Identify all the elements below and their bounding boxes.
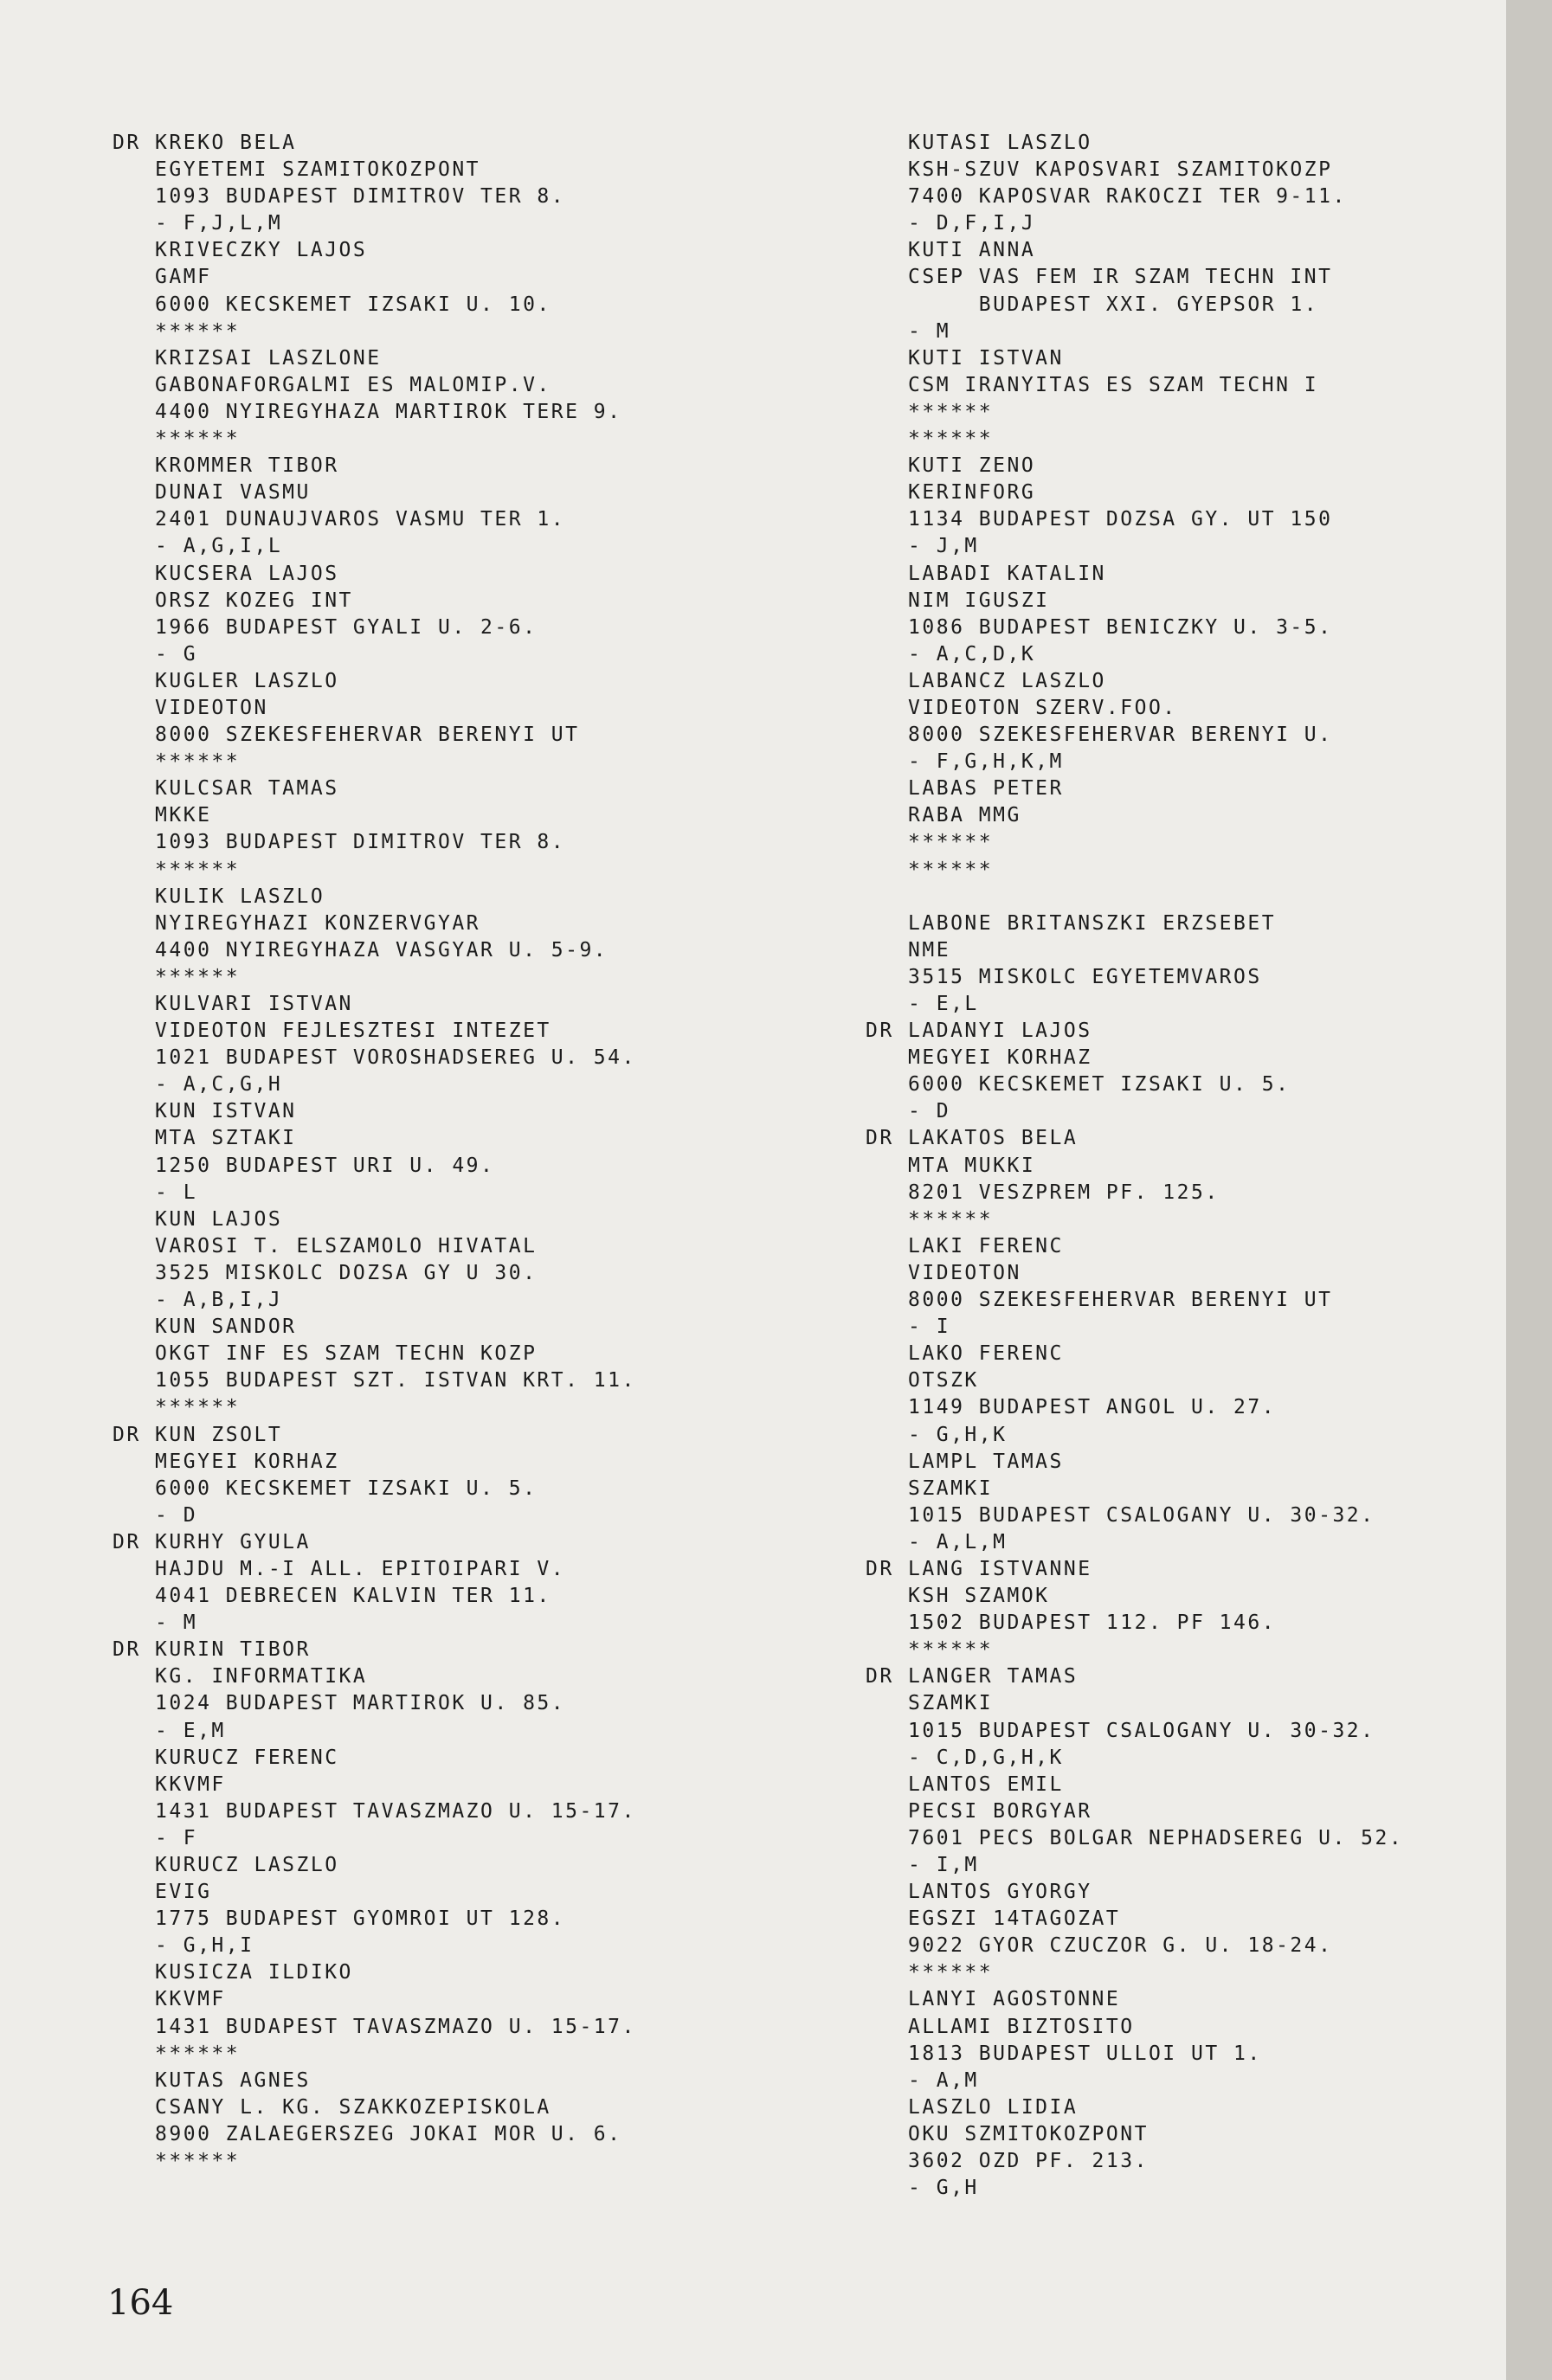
entry-line: KUN ISTVAN: [113, 1100, 297, 1123]
entry-line: - I,M: [866, 1854, 979, 1876]
entry-line: NME: [866, 938, 951, 962]
entry-line: 6000 KECSKEMET IZSAKI U. 10.: [113, 293, 551, 316]
entry-line: KURUCZ LASZLO: [113, 1854, 339, 1876]
entry-line: NIM IGUSZI: [866, 589, 1050, 612]
entry-line: VIDEOTON: [866, 1261, 1021, 1284]
entry-line: 1055 BUDAPEST SZT. ISTVAN KRT. 11.: [113, 1369, 636, 1393]
entry-line: ORSZ KOZEG INT: [113, 589, 353, 612]
entry-line: 1015 BUDAPEST CSALOGANY U. 30-32.: [866, 1503, 1375, 1527]
entry-line: KROMMER TIBOR: [113, 454, 339, 478]
entry-line: 1021 BUDAPEST VOROSHADSEREG U. 54.: [113, 1046, 636, 1070]
entry-line: EVIG: [113, 1881, 212, 1904]
entry-line: ******: [113, 428, 241, 451]
entry-line: - A,M: [866, 2068, 979, 2092]
entry-line: - A,L,M: [866, 1530, 1008, 1553]
entry-line: OKU SZMITOKOZPONT: [866, 2122, 1149, 2145]
entry-line: [866, 884, 1403, 910]
entry-line: 1134 BUDAPEST DOZSA GY. UT 150: [866, 508, 1333, 531]
entry-line: - A,B,I,J: [113, 1289, 283, 1312]
entry-line: OKGT INF ES SZAM TECHN KOZP: [113, 1342, 538, 1366]
entry-line: DUNAI VASMU: [113, 481, 311, 505]
entry-line: 7601 PECS BOLGAR NEPHADSEREG U. 52.: [866, 1826, 1404, 1849]
entry-line: - L: [113, 1180, 198, 1204]
entry-line: MEGYEI KORHAZ: [866, 1046, 1092, 1070]
entry-line: DR KUN ZSOLT: [113, 1423, 283, 1446]
entry-line: 4400 NYIREGYHAZA VASGYAR U. 5-9.: [113, 938, 609, 962]
entry-line: - G,H: [866, 2177, 979, 2200]
entry-line: 1813 BUDAPEST ULLOI UT 1.: [866, 2042, 1262, 2065]
entry-line: MTA MUKKI: [866, 1154, 1036, 1177]
entry-line: ******: [866, 1961, 994, 1984]
right-column: [866, 130, 1403, 2202]
entry-line: - A,C,D,K: [866, 642, 1036, 666]
entry-line: LABAS PETER: [866, 777, 1064, 801]
entry-line: MTA SZTAKI: [113, 1127, 297, 1150]
entry-line: 8000 SZEKESFEHERVAR BERENYI UT: [866, 1289, 1333, 1312]
entry-line: KERINFORG: [866, 481, 1036, 505]
entry-line: LAMPL TAMAS: [866, 1450, 1064, 1473]
entry-line: 6000 KECSKEMET IZSAKI U. 5.: [113, 1476, 538, 1500]
entry-line: PECSI BORGYAR: [866, 1799, 1092, 1823]
entry-line: 3515 MISKOLC EGYETEMVAROS: [866, 965, 1262, 988]
entry-line: ******: [866, 400, 994, 423]
entry-line: MEGYEI KORHAZ: [113, 1450, 339, 1473]
entry-line: ******: [866, 858, 994, 881]
entry-line: 3525 MISKOLC DOZSA GY U 30.: [113, 1261, 538, 1284]
entry-line: 6000 KECSKEMET IZSAKI U. 5.: [866, 1073, 1291, 1097]
entry-line: EGYETEMI SZAMITOKOZPONT: [113, 158, 481, 182]
entry-line: KULCSAR TAMAS: [113, 777, 339, 801]
entry-line: VIDEOTON FEJLESZTESI INTEZET: [113, 1020, 551, 1043]
page-edge: [1506, 0, 1552, 2380]
entry-line: KSH-SZUV KAPOSVARI SZAMITOKOZP: [866, 158, 1333, 182]
entry-line: 1015 BUDAPEST CSALOGANY U. 30-32.: [866, 1719, 1375, 1742]
entry-line: GABONAFORGALMI ES MALOMIP.V.: [113, 373, 551, 396]
entry-line: LANTOS GYORGY: [866, 1881, 1092, 1904]
entry-line: - F,G,H,K,M: [866, 750, 1064, 774]
entry-line: 9022 GYOR CZUCZOR G. U. 18-24.: [866, 1934, 1333, 1958]
entry-line: CSEP VAS FEM IR SZAM TECHN INT: [866, 266, 1333, 289]
entry-line: 1502 BUDAPEST 112. PF 146.: [866, 1611, 1277, 1635]
entry-line: - G: [113, 642, 198, 666]
entry-line: 2401 DUNAUJVAROS VASMU TER 1.: [113, 508, 566, 531]
entry-line: - A,G,I,L: [113, 535, 283, 558]
entry-line: 1775 BUDAPEST GYOMROI UT 128.: [113, 1907, 566, 1931]
entry-line: KULVARI ISTVAN: [113, 993, 353, 1015]
entry-line: 1431 BUDAPEST TAVASZMAZO U. 15-17.: [113, 1799, 636, 1823]
entry-line: CSM IRANYITAS ES SZAM TECHN I: [866, 373, 1319, 396]
entry-line: 1093 BUDAPEST DIMITROV TER 8.: [113, 185, 566, 209]
entry-line: ******: [866, 1207, 994, 1231]
entry-line: BUDAPEST XXI. GYEPSOR 1.: [866, 293, 1319, 316]
entry-line: - C,D,G,H,K: [866, 1746, 1064, 1769]
entry-line: KULIK LASZLO: [113, 884, 325, 908]
entry-line: KKVMF: [113, 1988, 226, 2011]
entry-line: 8000 SZEKESFEHERVAR BERENYI U.: [866, 724, 1333, 747]
entry-line: KUN LAJOS: [113, 1207, 283, 1231]
entry-line: MKKE: [113, 804, 212, 827]
entry-line: LAKI FERENC: [866, 1234, 1064, 1258]
entry-line: - D: [113, 1503, 198, 1527]
entry-line: KRIVECZKY LAJOS: [113, 239, 368, 262]
entry-line: - J,M: [866, 535, 979, 558]
entry-line: ******: [866, 1638, 994, 1662]
entry-line: 8900 ZALAEGERSZEG JOKAI MOR U. 6.: [113, 2122, 622, 2145]
entry-line: KUTAS AGNES: [113, 2068, 311, 2092]
entry-line: SZAMKI: [866, 1476, 994, 1500]
entry-line: LASZLO LIDIA: [866, 2095, 1079, 2119]
entry-line: KUTI ANNA: [866, 239, 1036, 262]
entry-line: LABANCZ LASZLO: [866, 669, 1106, 692]
entry-line: 7400 KAPOSVAR RAKOCZI TER 9-11.: [866, 185, 1347, 209]
entry-line: KKVMF: [113, 1772, 226, 1796]
entry-line: ******: [113, 858, 241, 881]
page-number: 164: [107, 2283, 174, 2323]
entry-line: LANTOS EMIL: [866, 1772, 1064, 1796]
entry-line: - E,M: [113, 1719, 226, 1742]
entry-line: HAJDU M.-I ALL. EPITOIPARI V.: [113, 1557, 566, 1580]
entry-line: ******: [113, 965, 241, 988]
entry-line: KUTASI LASZLO: [866, 132, 1092, 154]
entry-line: LABONE BRITANSZKI ERZSEBET: [866, 911, 1277, 935]
entry-line: - G,H,K: [866, 1423, 1008, 1446]
entry-line: DR LANGER TAMAS: [866, 1665, 1079, 1689]
entry-line: 8000 SZEKESFEHERVAR BERENYI UT: [113, 724, 580, 747]
entry-line: - D,F,I,J: [866, 212, 1036, 235]
entry-line: OTSZK: [866, 1369, 979, 1393]
entry-line: - D: [866, 1100, 951, 1123]
entry-line: KUTI ISTVAN: [866, 346, 1064, 370]
entry-line: 1093 BUDAPEST DIMITROV TER 8.: [113, 831, 566, 854]
entry-line: - F,J,L,M: [113, 212, 283, 235]
entry-line: ******: [113, 2150, 241, 2173]
entry-line: ******: [113, 2042, 241, 2065]
entry-line: 3602 OZD PF. 213.: [866, 2150, 1149, 2173]
entry-line: 4041 DEBRECEN KALVIN TER 11.: [113, 1585, 551, 1608]
entry-line: DR LADANYI LAJOS: [866, 1020, 1092, 1043]
entry-line: ******: [113, 319, 241, 343]
entry-line: DR LANG ISTVANNE: [866, 1557, 1092, 1580]
entry-line: DR KURHY GYULA: [113, 1530, 311, 1553]
entry-line: VIDEOTON: [113, 696, 268, 719]
entry-line: 8201 VESZPREM PF. 125.: [866, 1180, 1220, 1204]
entry-line: KG. INFORMATIKA: [113, 1665, 368, 1689]
entry-line: EGSZI 14TAGOZAT: [866, 1907, 1121, 1931]
entry-line: KUGLER LASZLO: [113, 669, 339, 692]
entry-line: KRIZSAI LASZLONE: [113, 346, 382, 370]
entry-line: - F: [113, 1826, 198, 1849]
entry-line: CSANY L. KG. SZAKKOZEPISKOLA: [113, 2095, 551, 2119]
entry-line: - M: [866, 319, 951, 343]
entry-line: GAMF: [113, 266, 212, 289]
entry-line: NYIREGYHAZI KONZERVGYAR: [113, 911, 481, 935]
entry-line: DR LAKATOS BELA: [866, 1127, 1079, 1150]
entry-line: ******: [113, 750, 241, 774]
entry-line: KURUCZ FERENC: [113, 1746, 339, 1769]
entry-line: VIDEOTON SZERV.FOO.: [866, 696, 1177, 719]
entry-line: 4400 NYIREGYHAZA MARTIROK TERE 9.: [113, 400, 622, 423]
entry-line: - G,H,I: [113, 1934, 254, 1958]
entry-line: ALLAMI BIZTOSITO: [866, 2015, 1135, 2038]
entry-line: DR KREKO BELA: [113, 132, 297, 154]
entry-line: DR KURIN TIBOR: [113, 1638, 311, 1662]
entry-line: - M: [113, 1611, 198, 1635]
entry-line: LANYI AGOSTONNE: [866, 1988, 1121, 2011]
entry-line: ******: [866, 831, 994, 854]
entry-line: 1024 BUDAPEST MARTIROK U. 85.: [113, 1692, 566, 1715]
entry-line: ******: [866, 428, 994, 451]
entry-line: 1966 BUDAPEST GYALI U. 2-6.: [113, 615, 538, 639]
entry-line: SZAMKI: [866, 1692, 994, 1715]
entry-line: LAKO FERENC: [866, 1342, 1064, 1366]
entry-line: KUN SANDOR: [113, 1315, 297, 1339]
entry-line: KUSICZA ILDIKO: [113, 1961, 353, 1984]
entry-line: KSH SZAMOK: [866, 1585, 1050, 1608]
entry-line: - E,L: [866, 993, 979, 1015]
entry-line: - I: [866, 1315, 951, 1339]
entry-line: RABA MMG: [866, 804, 1021, 827]
entry-line: 1149 BUDAPEST ANGOL U. 27.: [866, 1396, 1277, 1419]
left-column: [113, 130, 636, 2175]
entry-line: 1250 BUDAPEST URI U. 49.: [113, 1154, 495, 1177]
entry-line: - A,C,G,H: [113, 1073, 283, 1097]
entry-line: KUTI ZENO: [866, 454, 1036, 478]
entry-line: 1086 BUDAPEST BENICZKY U. 3-5.: [866, 615, 1333, 639]
entry-line: KUCSERA LAJOS: [113, 562, 339, 585]
entry-line: LABADI KATALIN: [866, 562, 1106, 585]
entry-line: ******: [113, 1396, 241, 1419]
entry-line: VAROSI T. ELSZAMOLO HIVATAL: [113, 1234, 538, 1258]
entry-line: 1431 BUDAPEST TAVASZMAZO U. 15-17.: [113, 2015, 636, 2038]
